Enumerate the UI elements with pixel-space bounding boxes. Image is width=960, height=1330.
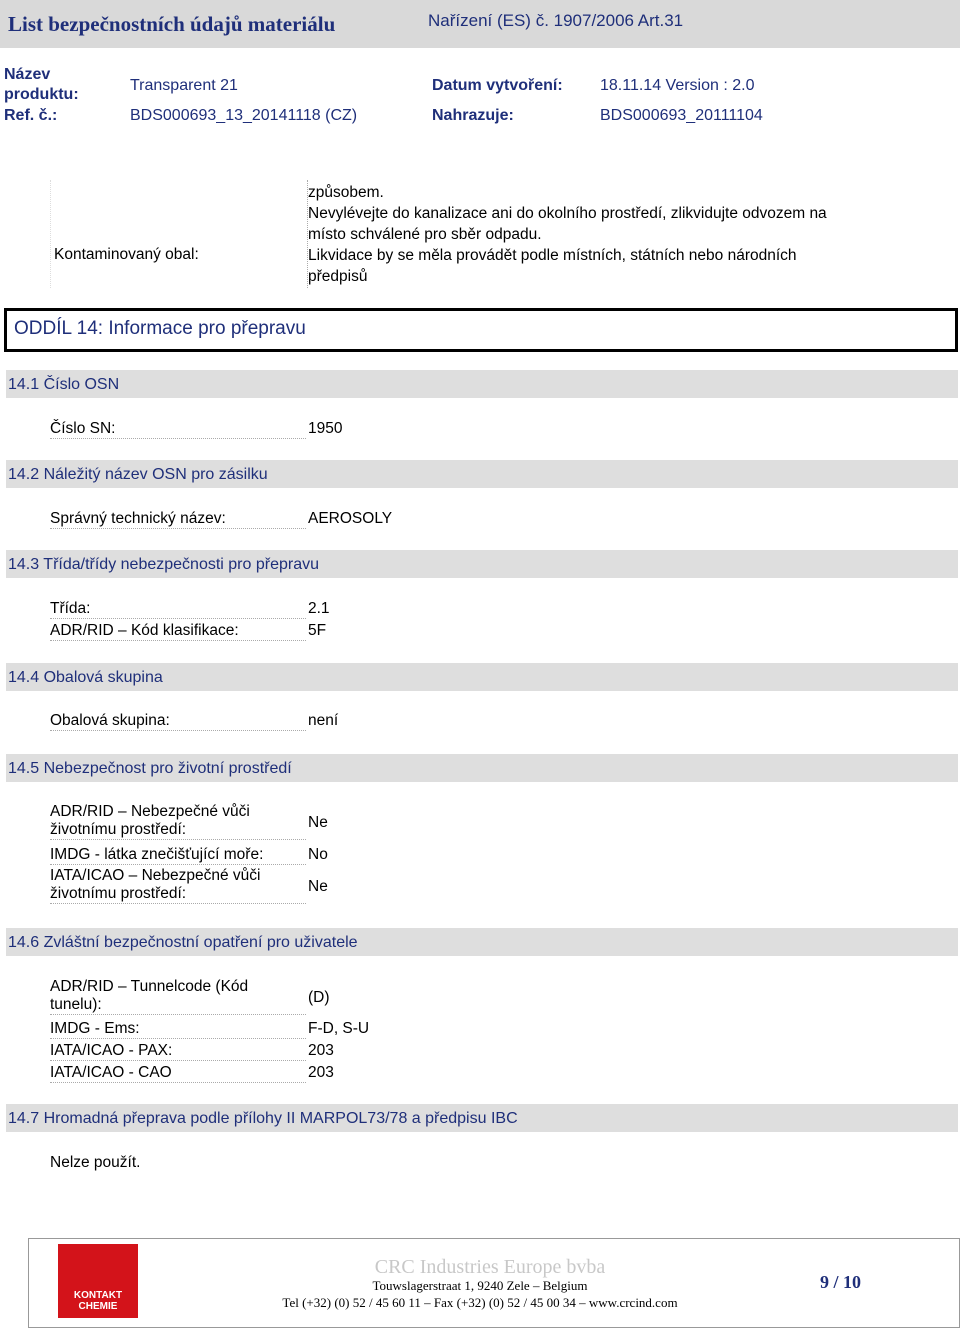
company-address: Touwslagerstraat 1, 9240 Zele – Belgium: [372, 1278, 588, 1293]
iata-environment-label: [50, 867, 306, 904]
packing-group-value: není: [308, 712, 339, 729]
adr-environment-label-line1: ADR/RID – Nebezpečné vůči: [50, 803, 250, 820]
contaminated-packaging-label: Kontaminovaný obal:: [54, 246, 199, 263]
adr-environment-label: [50, 803, 306, 840]
product-name-value: Transparent 21: [130, 77, 238, 94]
tunnel-code-value: (D): [308, 989, 330, 1006]
iata-pax-label: IATA/ICAO - PAX:: [50, 1042, 306, 1061]
contaminated-line: způsobem.: [308, 184, 384, 201]
adr-environment-label-line2: životnímu prostředí:: [50, 821, 187, 838]
document-title: List bezpečnostních údajů materiálu: [8, 12, 336, 36]
iata-pax-value: 203: [308, 1042, 334, 1059]
date-version-value: 18.11.14 Version : 2.0: [600, 77, 755, 94]
tunnel-code-label: [50, 978, 306, 1015]
page-number: 9 / 10: [820, 1272, 862, 1292]
classification-code-label: ADR/RID – Kód klasifikace:: [50, 622, 306, 641]
imdg-ems-value: F-D, S-U: [308, 1020, 370, 1037]
subsection-title-14-1: 14.1 Číslo OSN: [8, 376, 120, 393]
contaminated-line: Nevylévejte do kanalizace ani do okolního prostředí, zlikvidujte odvozem na: [308, 205, 827, 222]
imdg-pollutant-label: IMDG - látka znečišťující moře:: [50, 846, 306, 865]
subsection-title-14-7: 14.7 Hromadná přeprava podle přílohy II MARPOL73/78 a předpisu IBC: [8, 1110, 518, 1127]
contaminated-line: místo schválené pro sběr odpadu.: [308, 226, 542, 243]
iata-cao-value: 203: [308, 1064, 334, 1081]
company-name: CRC Industries Europe bvba: [374, 1256, 606, 1278]
iata-environment-label-line1: IATA/ICAO – Nebezpečné vůči: [50, 867, 261, 884]
date-created-label: Datum vytvoření:: [432, 77, 563, 94]
imdg-pollutant-value: No: [308, 846, 328, 863]
subsection-title-14-6: 14.6 Zvláštní bezpečnostní opatření pro uživatele: [8, 934, 358, 951]
company-contact: Tel (+32) (0) 52 / 45 60 11 – Fax (+32) (0) 52 / 45 00 34 – www.crcind.com: [282, 1295, 678, 1310]
section-title: ODDÍL 14: Informace pro přepravu: [14, 318, 306, 339]
tunnel-code-label-line2: tunelu):: [50, 996, 102, 1013]
subsection-bar-14-1: [6, 370, 958, 398]
tunnel-code-label-line1: ADR/RID – Tunnelcode (Kód: [50, 978, 249, 995]
logo-text: [60, 1290, 136, 1312]
replaces-label: Nahrazuje:: [432, 107, 514, 124]
subsection-title-14-3: 14.3 Třída/třídy nebezpečnosti pro přepravu: [8, 556, 319, 573]
classification-code-value: 5F: [308, 622, 327, 639]
un-number-label: Číslo SN:: [50, 420, 306, 439]
contaminated-label-cell: [50, 180, 308, 288]
contaminated-line: Likvidace by se měla provádět podle místních, státních nebo národních: [308, 247, 797, 264]
logo-text-line2: CHEMIE: [78, 1301, 118, 1312]
shipping-name-label: Správný technický název:: [50, 510, 306, 529]
replaces-value: BDS000693_20111104: [600, 107, 763, 124]
un-number-value: 1950: [308, 420, 343, 437]
ref-value: BDS000693_13_20141118 (CZ): [130, 107, 358, 124]
shipping-name-value: AEROSOLY: [308, 510, 393, 527]
bulk-transport-text: Nelze použít.: [50, 1154, 141, 1171]
product-name-label-line1: Název: [4, 66, 51, 83]
ref-label: Ref. č.:: [4, 107, 58, 124]
adr-environment-value: Ne: [308, 814, 328, 831]
iata-environment-value: Ne: [308, 878, 328, 895]
regulation-reference: Nařízení (ES) č. 1907/2006 Art.31: [428, 11, 684, 30]
iata-environment-label-line2: životnímu prostředí:: [50, 885, 187, 902]
packing-group-label: Obalová skupina:: [50, 712, 306, 731]
class-label: Třída:: [50, 600, 306, 619]
logo-text-line1: KONTAKT: [73, 1290, 123, 1301]
contaminated-text: [308, 182, 948, 287]
imdg-ems-label: IMDG - Ems:: [50, 1020, 306, 1039]
contaminated-line: předpisů: [308, 268, 368, 285]
product-name-label-line2: produktu:: [4, 86, 79, 103]
class-value: 2.1: [308, 600, 330, 617]
subsection-title-14-2: 14.2 Náležitý název OSN pro zásilku: [8, 466, 268, 483]
subsection-title-14-5: 14.5 Nebezpečnost pro životní prostředí: [8, 760, 292, 777]
iata-cao-label: IATA/ICAO - CAO: [50, 1064, 306, 1083]
subsection-title-14-4: 14.4 Obalová skupina: [8, 669, 163, 686]
